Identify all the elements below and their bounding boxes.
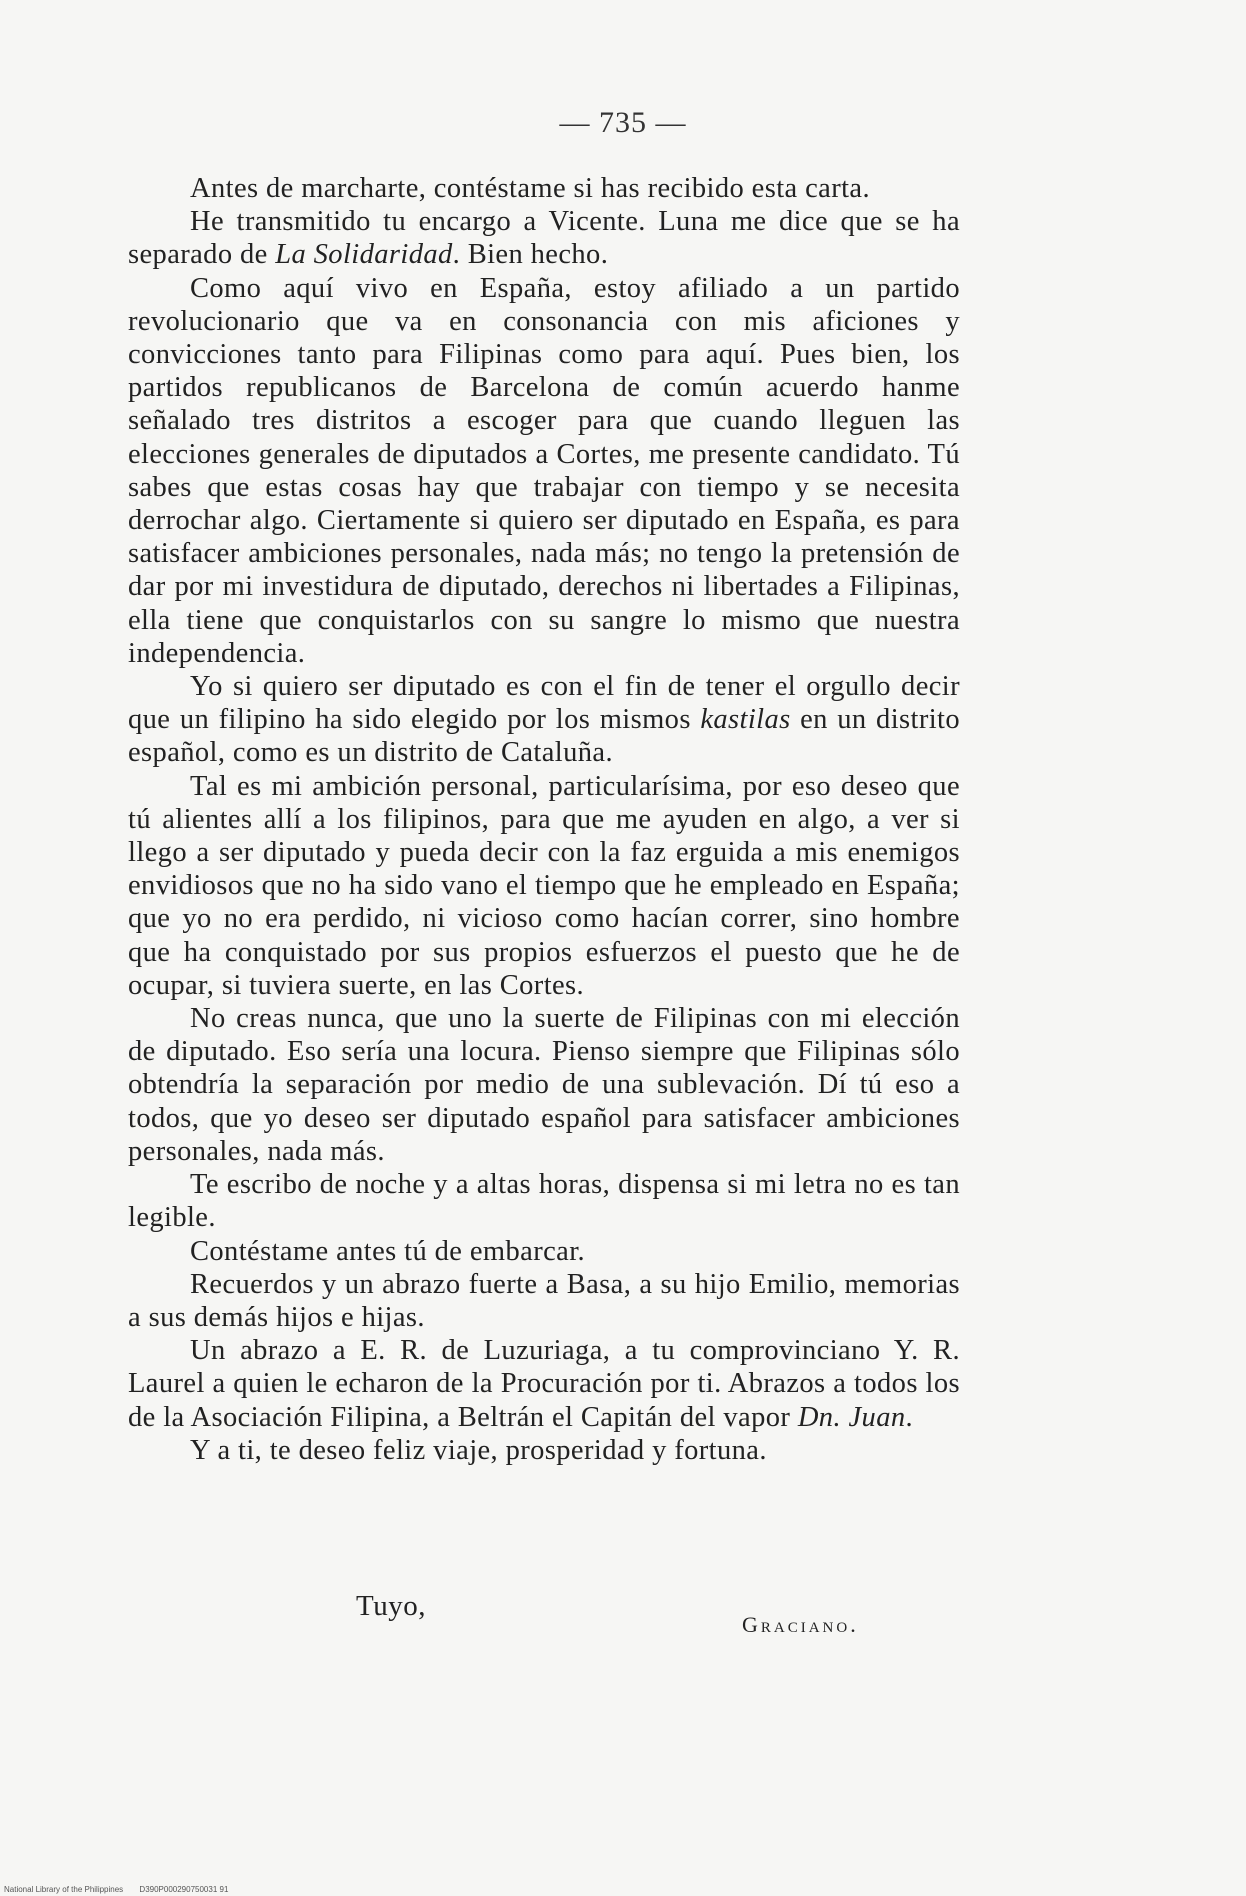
paragraph-text: He transmitido tu encargo a Vicente. Luna me dice que se ha separado de — [128, 206, 960, 271]
paragraph-text: Yo si quiero ser diputado es con el fin de tener el orgullo decir que un filipino ha sido elegido por los mismos — [128, 671, 960, 736]
paragraph-text: Como aquí vivo en España, estoy afiliado a un partido revolucionario que va en consonancia con mis aficiones y convicciones tanto para Filipinas como para aquí. Pues bien, los partidos republicanos de Barcelona de común acuerdo hanme señalado tres distritos a escoger para que cuando lleguen las elecciones generales de diputados a Cortes, me presente candidato. Tú sabes que estas cosas hay que trabajar con tiempo y se necesita derrochar algo. Ciertamente si quiero ser diputado en España, es para satisfacer ambiciones personales, nada más; no tengo la pretensión de dar por mi investidura de diputado, derechos ni libertades a Filipinas, ella tiene que conquistarlos con su sangre lo mismo que nuestra independencia. — [128, 272, 960, 669]
paragraph — [128, 1334, 960, 1434]
paragraph-text: Un abrazo a E. R. de Luzuriaga, a tu comprovinciano Y. R. Laurel a quien le echaron de la Procuración por ti. Abrazos a todos los de la Asociación Filipina, a Beltrán el Capitán del vapor — [128, 1335, 960, 1433]
paragraph-text: Antes de marcharte, contéstame si has recibido esta carta. — [190, 173, 870, 204]
paragraph-text: Recuerdos y un abrazo fuerte a Basa, a su hijo Emilio, memorias a sus demás hijos e hijas. — [128, 1268, 960, 1333]
paragraph — [128, 205, 960, 271]
paragraph-text: . Bien hecho. — [452, 239, 609, 271]
paragraph-text: Contéstame antes tú de embarcar. — [190, 1235, 586, 1267]
paragraph-text: en un distrito español, como es un distrito de Cataluña. — [128, 704, 960, 769]
italic-text: La Solidaridad — [275, 239, 453, 271]
letter-body — [128, 172, 960, 1467]
paragraph — [128, 1268, 960, 1334]
footer-institution: National Library of the Philippines — [4, 1885, 124, 1894]
paragraph — [128, 1002, 960, 1168]
paragraph — [128, 272, 960, 670]
signature: Graciano. — [742, 1612, 859, 1637]
paragraph-text: No creas nunca, que uno la suerte de Filipinas con mi elección de diputado. Eso sería una locura. Pienso siempre que Filipinas sólo obtendría la separación por medio de una sublevación. Dí tú eso a todos, que yo deseo ser diputado español para satisfacer ambiciones personales, nada más. — [128, 1003, 960, 1167]
paragraph-text: Y a ti, te deseo feliz viaje, prosperidad y fortuna. — [190, 1434, 767, 1466]
paragraph — [128, 172, 960, 205]
paragraph — [128, 1235, 960, 1268]
paragraph-text: . — [905, 1401, 914, 1433]
closing-salutation: Tuyo, — [356, 1590, 426, 1622]
paragraph — [128, 770, 960, 1002]
paragraph — [128, 1168, 960, 1234]
paragraph — [128, 1434, 960, 1467]
footer-record-id: D390P000290750031 91 — [139, 1885, 229, 1894]
paragraph — [128, 670, 960, 770]
page-number: — 735 — — [559, 106, 687, 139]
page-footer — [4, 1885, 242, 1894]
paragraph-text: Tal es mi ambición personal, particularísima, por eso deseo que tú alientes allí a los filipinos, para que me ayuden en algo, a ver si llego a ser diputado y pueda decir con la faz erguida a mis enemigos envidiosos que no ha sido vano el tiempo que he empleado en España; que yo no era perdido, ni vicioso como hacían correr, sino hombre que ha conquistado por sus propios esfuerzos el puesto que he de ocupar, si tuviera suerte, en las Cortes. — [128, 770, 960, 1001]
paragraph-text: Te escribo de noche y a altas horas, dispensa si mi letra no es tan legible. — [128, 1169, 960, 1234]
italic-text: Dn. Juan — [797, 1401, 906, 1433]
italic-text: kastilas — [700, 704, 791, 736]
